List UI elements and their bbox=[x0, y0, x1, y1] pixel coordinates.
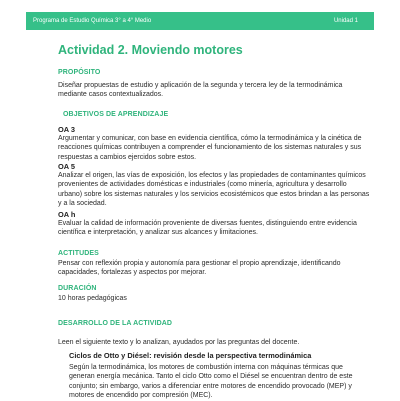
attitudes-heading: ACTITUDES bbox=[58, 250, 99, 257]
objective-text: Argumentar y comunicar, con base en evidencia científica, cómo la termodinámica y la cinética de reacciones químicas contribuyen a comprender el funcionamiento de los sistemas naturales y sus respuestas a cambios ejercidos sobre estos. bbox=[58, 135, 362, 161]
development-heading: DESARROLLO DE LA ACTIVIDAD bbox=[58, 320, 173, 327]
development-intro: Leen el siguiente texto y lo analizan, ayudados por las preguntas del docente. bbox=[58, 339, 300, 346]
header-band bbox=[26, 12, 374, 30]
page-header bbox=[0, 0, 400, 38]
objective-code: OA 3 bbox=[58, 125, 75, 134]
objective-code: OA 5 bbox=[58, 162, 75, 171]
objective-text: Evaluar la calidad de información proveniente de diversas fuentes, distinguiendo entre evidencia científica e interpretación, y analizar sus alcances y limitaciones. bbox=[58, 220, 357, 237]
unit-label: Unidad 1 bbox=[333, 18, 358, 24]
objective-text: Analizar el origen, las vías de exposición, los efectos y las propiedades de contaminantes químicos provenientes de actividades domésticas e industriales (como minería, agricultura y desarrollo urbano) sobre los sistemas naturales y los servicios ecosistémicos que estos brindan a las personas y a la sociedad. bbox=[58, 172, 370, 208]
objective-code: OA h bbox=[58, 210, 76, 219]
duration-heading: DURACIÓN bbox=[58, 285, 97, 292]
reading-subheading: Ciclos de Otto y Diésel: revisión desde la perspectiva termodinámica bbox=[69, 351, 312, 360]
program-name: Programa de Estudio Química 3° a 4° Medio bbox=[33, 18, 152, 24]
purpose-heading: PROPÓSITO bbox=[58, 69, 101, 76]
attitudes-text: Pensar con reflexión propia y autonomía para gestionar el propio aprendizaje, identificando capacidades, fortalezas y aspectos por mejorar. bbox=[58, 260, 341, 277]
activity-title: Actividad 2. Moviendo motores bbox=[58, 43, 243, 57]
purpose-text: Diseñar propuestas de estudio y aplicación de la segunda y tercera ley de la termodinámica mediante casos contextualizados. bbox=[58, 82, 343, 99]
duration-text: 10 horas pedagógicas bbox=[58, 295, 127, 302]
reading-paragraph: Según la termodinámica, los motores de combustión interna con máquinas térmicas que generan energía mecánica. Tanto el ciclo Otto como el Diésel se encuentran dentro de este conjunto; sin embargo, varios a diferenciar entre motores de encendido provocado (MEP) y motores de encendido por compresión (MEC). bbox=[69, 364, 353, 400]
objectives-heading: OBJETIVOS DE APRENDIZAJE bbox=[63, 111, 169, 118]
